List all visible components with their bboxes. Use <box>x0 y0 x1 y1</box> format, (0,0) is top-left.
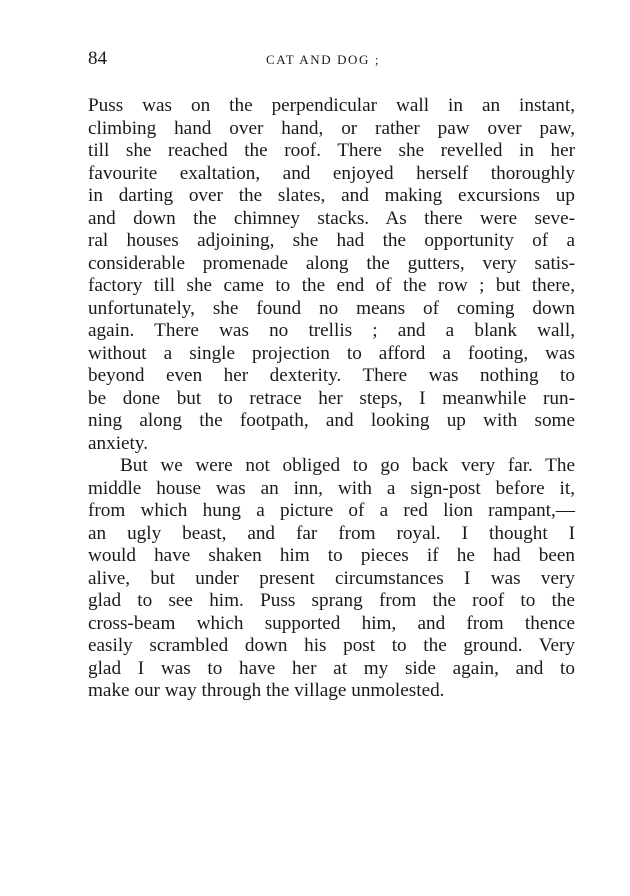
text-line: again. There was no trellis ; and a blank wall, <box>88 320 575 341</box>
running-title: CAT AND DOG ; <box>266 52 381 67</box>
text-line: and down the chimney stacks. As there were seve- <box>88 207 575 229</box>
text-line: till she reached the roof. There she revelled in her <box>88 140 575 161</box>
text-line: glad to see him. Puss sprang from the roof to the <box>88 590 575 611</box>
text-line: considerable promenade along the gutters, very satis- <box>88 252 575 274</box>
text-line: anxiety. <box>88 432 149 454</box>
text-line: ning along the footpath, and looking up with some <box>88 410 575 431</box>
text-line: make our way through the village unmolested. <box>88 680 445 701</box>
text-line: But we were not obliged to go back very far. The <box>120 455 575 476</box>
text-line: easily scrambled down his post to the ground. Very <box>88 635 575 656</box>
text-line: ral houses adjoining, she had the opportunity of a <box>88 230 575 251</box>
running-head <box>88 48 574 74</box>
text-line: be done but to retrace her steps, I meanwhile run- <box>88 387 575 409</box>
text-line: factory till she came to the end of the row ; but there, <box>88 275 575 296</box>
paragraph-1 <box>88 95 575 455</box>
text-line: without a single projection to afford a footing, was <box>88 342 575 364</box>
text-line: cross-beam which supported him, and from thence <box>88 612 575 634</box>
page-number: 84 <box>88 48 107 69</box>
body-text <box>88 95 575 703</box>
text-line: unfortunately, she found no means of coming down <box>88 297 575 319</box>
text-line: favourite exaltation, and enjoyed herself thoroughly <box>88 162 575 184</box>
text-line: middle house was an inn, with a sign-post before it, <box>88 477 575 499</box>
text-line: from which hung a picture of a red lion rampant,— <box>88 500 575 521</box>
text-line: alive, but under present circumstances I was very <box>88 567 575 589</box>
text-line: in darting over the slates, and making excursions up <box>88 185 575 206</box>
paragraph-2 <box>88 455 575 703</box>
text-line: beyond even her dexterity. There was nothing to <box>88 365 575 386</box>
text-line: Puss was on the perpendicular wall in an instant, <box>88 95 575 116</box>
text-line: climbing hand over hand, or rather paw over paw, <box>88 117 575 139</box>
text-line: glad I was to have her at my side again, and to <box>88 657 575 679</box>
text-line: an ugly beast, and far from royal. I thought I <box>88 522 575 544</box>
text-line: would have shaken him to pieces if he had been <box>88 545 575 566</box>
